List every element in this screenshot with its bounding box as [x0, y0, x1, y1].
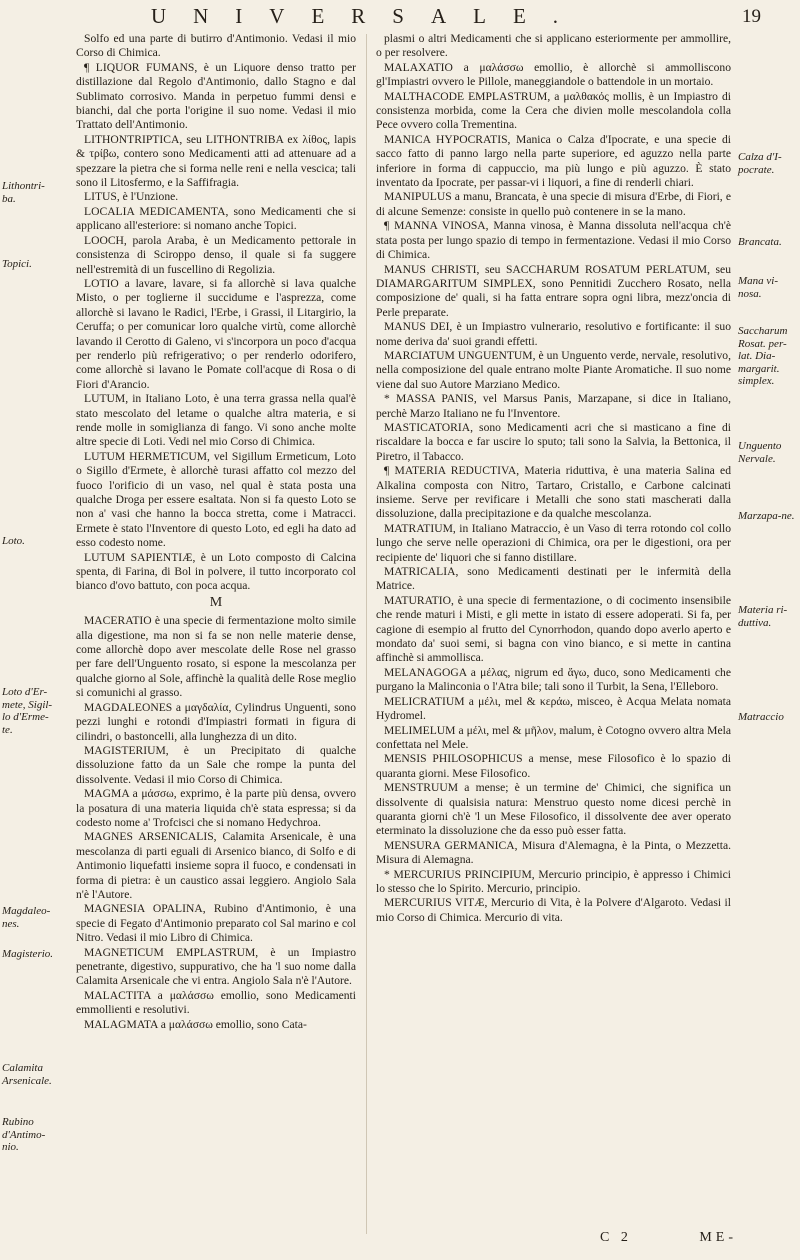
margin-note: Lithontri-ba. — [2, 180, 45, 205]
entry: LUTUM HERMETICUM, vel Sigillum Ermeticum, Loto o Sigillo d'Ermete, è allorchè turasi affatto col mezzo del fuoco l'orificio di un vaso, nel qual è stata posta una qualche Droga per essere esaltata. Non si fa questo Loto se non a' vasi che hanno la bocca stretta, come i Matracci. Ermete è stato l'Inventore di questo Loto, ed egli ha dato ad esso codesto nome. — [76, 449, 356, 550]
entry: plasmi o altri Medicamenti che si applicano esteriormente per ammollire, o per resolvere. — [376, 32, 731, 60]
entry: MALACTITA a μαλάσσω emollio, sono Medicamenti emmollienti e resolutivi. — [76, 988, 356, 1017]
entry: MAGDALEONES a μαγδαλία, Cylindrus Unguenti, sono pezzi lunghi e rotondi d'Impiastri formati in figura di cilindri, o bastoncelli, alla lunghezza di un dito. — [76, 700, 356, 743]
margin-note: Brancata. — [738, 236, 782, 248]
left-column — [76, 32, 356, 1227]
page-footer — [600, 1230, 737, 1246]
entry: ¶ MANNA VINOSA, Manna vinosa, è Manna dissoluta nell'acqua ch'è stata posta per lungo spazio di tempo in fermentazione. Vedasi il mio Corso di Chimica. — [376, 219, 731, 262]
entry: MENSTRUUM a mense; è un termine de' Chimici, che significa un dissolvente di qualsisia natura: Menstruo questo nome dicesi perchè in quaranta giorni ch'è 'l un Mese Filosofico, il dissolvente dee aver operato eterminato la dissoluzione che da esso può esser fatta. — [376, 781, 731, 838]
section-letter: M — [209, 594, 223, 610]
entry: * MERCURIUS PRINCIPIUM, Mercurio principio, è appresso i Chimici lo stesso che lo Spirito. Mercurio, principio. — [376, 867, 731, 895]
margin-note: Topici. — [2, 258, 32, 270]
page-number: 19 — [742, 6, 761, 27]
entry: LOCALIA MEDICAMENTA, sono Medicamenti che si applicano all'esteriore: si nomano anche Topici. — [76, 204, 356, 233]
margin-note: Rubino d'Antimo-nio. — [2, 1116, 46, 1153]
entry: MENSIS PHILOSOPHICUS a mense, mese Filosofico è lo spazio di quaranta giorni. Mese Filosofico. — [376, 752, 731, 780]
entry: MACERATIO è una specie di fermentazione molto simile alla digestione, ma non si fa se non nelle materie dense, come allorchè dopo aver mescolate delle Rose nel grasso per fare dell'Unguento rosato, si espone la mescolanza per qualche giorno al Sole, affinchè la qualità delle Rose meglio si comunichi al grasso. — [76, 614, 356, 700]
entry: * MASSA PANIS, vel Marsus Panis, Marzapane, si dice in Italiano, perchè Marzo Italiano ne fu l'Inventore. — [376, 392, 731, 420]
entry: Solfo ed una parte di butirro d'Antimonio. Vedasi il mio Corso di Chimica. — [76, 32, 356, 60]
entry: MANIPULUS a manu, Brancata, è una specie di misura d'Erbe, di Fiori, e di alcune Semenze: consiste in quello può contenere in se la mano. — [376, 190, 731, 218]
entry: MANUS CHRISTI, seu SACCHARUM ROSATUM PERLATUM, seu DIAMARGARITUM SIMPLEX, sono Pennitidi Zucchero Rosato, nella composizione de' quali, si ha fatta entrare sopra ogni libra, mezz'oncia di Perle preparate. — [376, 262, 731, 319]
margin-note: Mana vi-nosa. — [738, 275, 779, 300]
entry: MALAGMATA a μαλάσσω emollio, sono Cata- — [84, 1017, 307, 1031]
catchword: ME- — [699, 1230, 738, 1245]
margin-note: Marzapa-ne. — [738, 510, 795, 522]
entry: MENSURA GERMANICA, Misura d'Alemagna, è la Pinta, o Mezzetta. Misura di Alemagna. — [376, 838, 731, 867]
entry: MATRICALIA, sono Medicamenti destinati per le infermità della Matrice. — [376, 565, 731, 593]
margin-note: Calza d'I-pocrate. — [738, 151, 782, 176]
right-column — [376, 32, 731, 1227]
entry: MANICA HYPOCRATIS, Manica o Calza d'Ipocrate, e una specie di sacco fatto di panno largo nella parte superiore, ed aguzzo nella parte inferiore in forma di cappuccio, ma più lungo e più aguzzo. È stato inventato da Ipocrate, per passar-vi i liquori, a fine di renderli chiari. — [376, 132, 731, 190]
margin-note: Loto d'Er-mete, Sigil-lo d'Erme-te. — [2, 686, 53, 736]
margin-note: Saccharum Rosat. per-lat. Dia-margarit. simplex. — [738, 325, 788, 387]
entry: MANUS DEI, è un Impiastro vulnerario, resolutivo e fortificante: il suo nome deriva da' suoi grandi effetti. — [376, 320, 731, 348]
margin-note: Magisterio. — [2, 948, 54, 960]
entry: MAGMA a μάσσω, exprimo, è la parte più densa, ovvero la posatura di una materia liquida ch'è stata espressa; si da codesto nome a' Trofcisci che si nomano Hedychroa. — [76, 787, 356, 829]
entry: LOTIO a lavare, lavare, si fa allorchè si lava qualche Misto, o per toglierne il succidume e l'asprezza, come allorchè si lavano le Radici, l'Erbe, i Grassi, il Litargirio, la Ceruffa; o per comunicar loro qualche virtù, come allorchè lavando il Cerotto di Galeno, vi s'incorpora un poco d'acqua per renderlo più refrigerativo; o per renderlo odorifero, come allorchè si lavano le Pomate coll'acque di Rosa o di Fiori d'Arancio. — [76, 276, 356, 391]
entry: MAGNESIA OPALINA, Rubino d'Antimonio, è una specie di Fegato d'Antimonio preparato col Sal marino e col Nitro. Vedasi il mio Libro di Chimica. — [76, 902, 356, 945]
entry: MAGISTERIUM, è un Precipitato di qualche dissoluzione fatto da un Sale che rompe la punta del dissolvente. Vedasi il mio Corso di Chimica. — [76, 743, 356, 786]
entry: LITHONTRIPTICA, seu LITHONTRIBA ex λίθος, lapis & τρίβω, contero sono Medicamenti atti ad attenuare ad a spezzare la pietra che si forma nelle reni e nella vescica; tali sono il Litosfermo, e la Saffifragia. — [76, 132, 356, 190]
entry: MAGNETICUM EMPLASTRUM, è un Impiastro penetrante, digestivo, suppurativo, che ha 'l suo nome dalla Calamita Arsenicale che vi entra. Angiolo Sala n'è l'Autore. — [76, 945, 356, 988]
signature-mark: C 2 — [600, 1230, 632, 1245]
entry: MAGNES ARSENICALIS, Calamita Arsenicale, è una mescolanza di parti eguali di Arsenico bianco, di Solfo e di Antimonio liquefatti insieme sopra il fuoco, e condensati in forma di pietra: è un caustico assai leggiero. Angiolo Sala n'è l'Autore. — [76, 830, 356, 901]
margin-note: Magdaleo-nes. — [2, 905, 51, 930]
entry: LUTUM, in Italiano Loto, è una terra grassa nella qual'è stato mescolato del letame o qualche altra materia, e si rende molle in somiglianza di fango. Vi sono anche molte altre specie di Loti. Vedi nel mio Corso di Chimica. — [76, 392, 356, 449]
entry: MATRATIUM, in Italiano Matraccio, è un Vaso di terra rotondo col collo lungo che serve nelle operazioni di Chimica, ora per le digestioni, ora per recipiente de' liquori che si fanno distillare. — [376, 521, 731, 564]
running-title: UNIVERSALE. — [150, 4, 586, 28]
margin-note: Matraccio — [738, 711, 784, 723]
entry: MELIMELUM a μέλι, mel & μῆλον, malum, è Cotogno ovvero altra Mela confettata nel Mele. — [376, 723, 731, 751]
entry: LUTUM SAPIENTIÆ, è un Loto composto di Calcina spenta, di Farina, di Bol in polvere, il tutto incorporato col bianco d'ovo battuto, con poca acqua. — [76, 550, 356, 593]
entry: MALAXATIO a μαλάσσω emollio, è allorchè si ammolliscono gl'Impiastri ovvero le Pillole, maneggiandole o battendole in un mortaio. — [376, 60, 731, 89]
entry: MERCURIUS VITÆ, Mercurio di Vita, è la Polvere d'Algaroto. Vedasi il mio Corso di Chimica. Mercurio di vita. — [376, 896, 731, 924]
entry: MATURATIO, è una specie di fermentazione, o di cocimento insensibile che rende maturi i Misti, e gli mette in istato di essere adoperati. Si fa, per cagione di esempio al frutto del Cynorrhodon, quando dopo averlo aperto e mondato da' suoi semi, si bagna con vino bianco, e si mette in cantina affinchè si ammollisca. — [376, 593, 731, 665]
entry: ¶ LIQUOR FUMANS, è un Liquore denso tratto per distillazione dal Regolo d'Antimonio, dallo Stagno e dal Sublimato corrosivo. Manda in perpetuo fummi densi e bianchi, dal che porta l'origine il suo nome. Vedasi il mio Trattato dell'Antimonio. — [76, 60, 356, 132]
entry: MASTICATORIA, sono Medicamenti acri che si masticano a fine di riscaldare la bocca e far uscire lo sputo; tali sono la Salvia, la Bettonica, il Piretro, il Tabacco. — [376, 420, 731, 463]
entry: MELICRATIUM a μέλι, mel & κεράω, misceo, è Acqua Melata nomata Hydromel. — [376, 694, 731, 723]
margin-note: Materia ri-duttiva. — [738, 604, 788, 629]
entry: MELANAGOGA a μέλας, nigrum ed ἄγω, duco, sono Medicamenti che purgano la Malinconia o l'Atra bile; tali sono il Turbit, la Sena, l'Elleboro. — [376, 665, 731, 694]
entry: LOOCH, parola Araba, è un Medicamento pettorale in consistenza di Sciroppo denso, il quale si fa suggere nell'estremità di un fuscellino di Regolizia. — [76, 233, 356, 276]
margin-note: Calamita Arsenicale. — [2, 1062, 52, 1087]
entry: LITUS, è l'Unzione. — [84, 190, 179, 204]
entry: MARCIATUM UNGUENTUM, è un Unguento verde, nervale, resolutivo, nella composizione del quale entrano molte Piante Aromatiche. Il suo nome viene dal suo Autore Marziano Medico. — [376, 348, 731, 391]
entry: MALTHACODE EMPLASTRUM, a μαλθακός mollis, è un Impiastro di consistenza morbida, come la Cera che divien molle mescolandola colla Pece ovvero colla Trementina. — [376, 89, 731, 132]
margin-note: Loto. — [2, 535, 25, 547]
margin-note: Unguento Nervale. — [738, 440, 782, 465]
entry: ¶ MATERIA REDUCTIVA, Materia riduttiva, è una materia Salina ed Alkalina composta con Nitro, Tartaro, Cristallo, e Carbone calcinati insieme. Serve per revificare i Metalli che sono stati mascherati dalla dissoluzione, dalla precipitazione e da qualche mescolanza. — [376, 464, 731, 521]
